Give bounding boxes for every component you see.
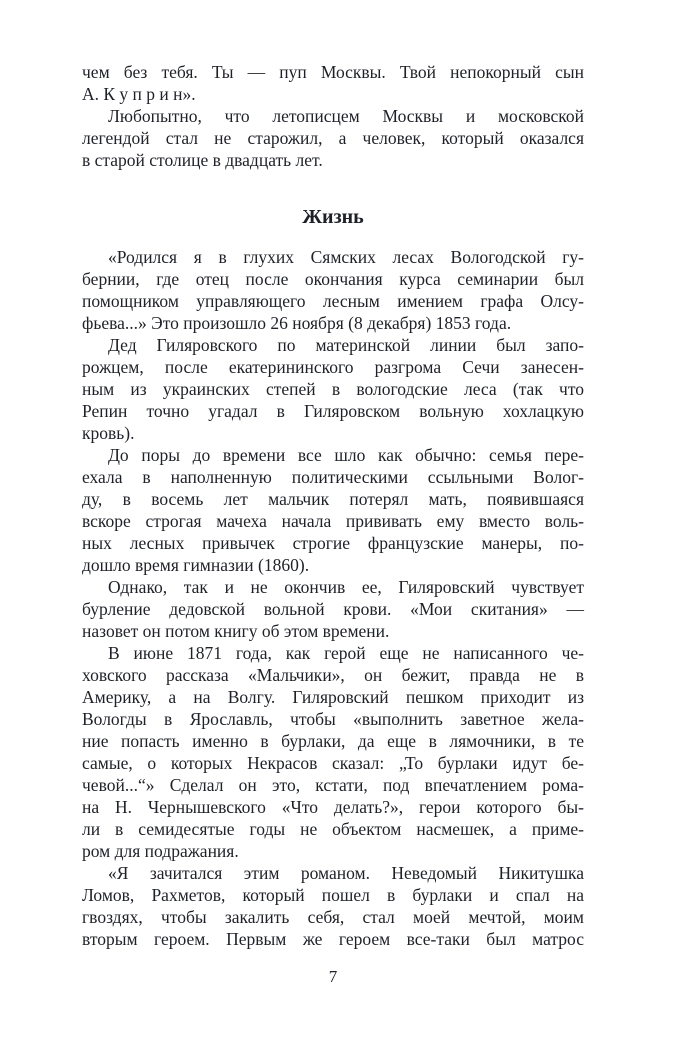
text-line: До поры до времени все шло как обычно: семья пере- (108, 445, 584, 465)
paragraph (82, 246, 584, 334)
text-line: чевой...“» Сделал он это, кстати, под впечатлением рома- (82, 775, 584, 795)
text-line: в старой столице в двадцать лет. (82, 150, 323, 170)
text-line: помощником управляющего лесным имением графа Олсу- (82, 291, 584, 311)
text-line: «Родился я в глухих Сямских лесах Вологодской гу- (108, 247, 584, 267)
text-line: дошло время гимназии (1860). (82, 555, 310, 575)
text-line: Вологды в Ярославль, чтобы «выполнить заветное жела- (82, 709, 584, 729)
page-text-column (82, 61, 584, 950)
text-line: ехала в наполненную политическими ссыльными Волог- (82, 467, 584, 487)
text-line: ние попасть именно в бурлаки, да еще в лямочники, в те (82, 731, 584, 751)
paragraph-continuation (82, 61, 584, 105)
text-line: ховского рассказа «Мальчики», он бежит, правда не в (82, 665, 584, 685)
section-heading: Жизнь (302, 206, 364, 228)
text-line: назовет он потом книгу об этом времени. (82, 621, 390, 641)
text-line: В июне 1871 года, как герой еще не написанного че- (108, 643, 584, 663)
text-line: Репин точно угадал в Гиляровском вольную хохлацкую (82, 401, 584, 421)
text-line: вторым героем. Первым же героем все-таки был матрос (82, 929, 584, 949)
text-line: ных лесных привычек строгие французские манеры, по- (82, 533, 584, 553)
text-line: А. К у п р и н». (82, 84, 196, 104)
paragraph (82, 642, 584, 862)
paragraph (82, 105, 584, 171)
text-line: ром для подражания. (82, 841, 239, 861)
text-line: фьева...» Это произошло 26 ноября (8 декабря) 1853 года. (82, 313, 512, 333)
text-line: на Н. Чернышевского «Что делать?», герои которого бы- (82, 797, 584, 817)
text-line: «Я зачитался этим романом. Неведомый Никитушка (108, 863, 584, 883)
text-line: ли в семидесятые годы не объектом насмешек, а приме- (82, 819, 584, 839)
text-line: вскоре строгая мачеха начала прививать ему вместо воль- (82, 511, 584, 531)
text-line: бернии, где отец после окончания курса семинарии был (82, 269, 584, 289)
text-line: Америку, а на Волгу. Гиляровский пешком приходит из (82, 687, 584, 707)
paragraph (82, 444, 584, 576)
paragraph (82, 576, 584, 642)
paragraph (82, 862, 584, 950)
text-line: кровь). (82, 423, 135, 443)
page-number: 7 (328, 967, 338, 986)
text-line: Любопытно, что летописцем Москвы и московской (108, 106, 584, 126)
text-line: Однако, так и не окончив ее, Гиляровский чувствует (108, 577, 584, 597)
text-line: чем без тебя. Ты — пуп Москвы. Твой непокорный сын (82, 62, 584, 82)
text-line: легендой стал не старожил, а человек, который оказался (82, 128, 584, 148)
text-line: ным из украинских степей в вологодские леса (так что (82, 379, 584, 399)
text-line: Дед Гиляровского по материнской линии был запо- (108, 335, 584, 355)
paragraph (82, 334, 584, 444)
text-line: гвоздях, чтобы закалить себя, стал моей мечтой, моим (82, 907, 584, 927)
text-line: рожцем, после екатерининского разгрома Сечи занесен- (82, 357, 584, 377)
text-line: Ломов, Рахметов, который пошел в бурлаки и спал на (82, 885, 584, 905)
text-line: бурление дедовской вольной крови. «Мои скитания» — (82, 599, 584, 619)
text-line: самые, о которых Некрасов сказал: „То бурлаки идут бе- (82, 753, 584, 773)
text-line: ду, в восемь лет мальчик потерял мать, появившаяся (82, 489, 584, 509)
